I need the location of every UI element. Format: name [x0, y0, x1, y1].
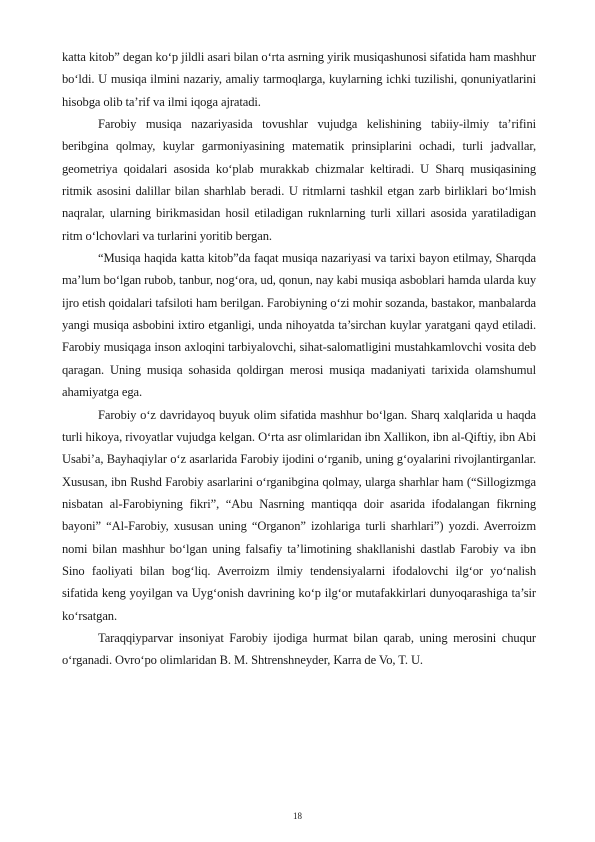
document-body	[62, 46, 536, 672]
paragraph-legacy-scholars: Farobiy o‘z davridayoq buyuk olim sifatida mashhur bo‘lgan. Sharq xalqlarida u haqda turli hikoya, rivoyatlar vujudga kelgan. O‘rta asr olimlaridan ibn Xallikon, ibn al-Qiftiy, ibn Abi Usabi’a, Bayhaqiylar o‘z asarlarida Farobiy ijodini o‘rganib, uning g‘oyalarini rivojlantirganlar. Xususan, ibn Rushd Farobiy asarlarini o‘rganibgina qolmay, ularga sharhlar ham (“Sillogizmga nisbatan al-Farobiyning fikri”, “Abu Nasrning mantiqqa doir asarida ifodalangan fikrning bayoni” “Al-Farobiy, xususan uning “Organon” izohlariga turli sharhlari”) yozdi. Averroizm nomi bilan mashhur bo‘lgan uning falsafiy ta’limotining shakllanishi dastlab Farobiy va ibn Sino faoliyati bilan bog‘liq. Averroizm ilmiy tendensiyalarni ifodalovchi ilg‘or yo‘nalish sifatida keng yoyilgan va Uyg‘onish davrining ko‘p ilg‘or mutafakkirlari dunyoqarashiga ta’sir ko‘rsatgan.	[62, 407, 536, 623]
paragraph-european-scholars: Taraqqiyparvar insoniyat Farobiy ijodiga hurmat bilan qarab, uning merosini chuqur o‘rganadi. Ovro‘po olimlaridan B. M. Shtrenshneyder, Karra de Vo, T. U.	[62, 630, 536, 668]
paragraph-music-instruments: “Musiqa haqida katta kitob”da faqat musiqa nazariyasi va tarixi bayon etilmay, Sharqda ma’lum bo‘lgan rubob, tanbur, nog‘ora, ud, qonun, nay kabi musiqa asboblari hamda ularda kuy ijro etish qoidalari tafsiloti ham berilgan. Farobiyning o‘zi mohir sozanda, bastakor, manbalarda yangi musiqa asbobini ixtiro etganligi, unda nihoyatda ta’sirchan kuylar yaratgani qayd etiladi. Farobiy musiqaga inson axloqini tarbiyalovchi, sihat-salomatligini mustahkamlovchi vosita deb qaragan. Uning musiqa sohasida qoldirgan merosi musiqa madaniyati tarixida olamshumul ahamiyatga ega.	[62, 251, 536, 400]
paragraph-continuation: katta kitob” degan ko‘p jildli asari bilan o‘rta asrning yirik musiqashunosi sifatida ham mashhur bo‘ldi. U musiqa ilmini nazariy, amaliy tarmoqlarga, kuylarning ichki tuzilishi, qonuniyatlarini hisobga olib ta’rif va ilmi iqoga ajratadi.	[62, 50, 536, 109]
page-number: 18	[293, 811, 302, 821]
paragraph-music-theory: Farobiy musiqa nazariyasida tovushlar vujudga kelishining tabiiy-ilmiy ta’rifini beribgina qolmay, kuylar garmoniyasining matematik prinsiplarini ochadi, turli jadvallar, geometriya qoidalari asosida ko‘plab murakkab chizmalar keltiradi. U Sharq musiqasining ritmik asosini dalillar bilan sharhlab beradi. U ritmlarni tashkil etgan zarb birliklari bo‘lmish naqralar, ularning birikmasidan hosil etiladigan ruknlarning turli xillari asosida yaratiladigan ritm o‘lchovlari va turlarini yoritib bergan.	[62, 117, 536, 243]
